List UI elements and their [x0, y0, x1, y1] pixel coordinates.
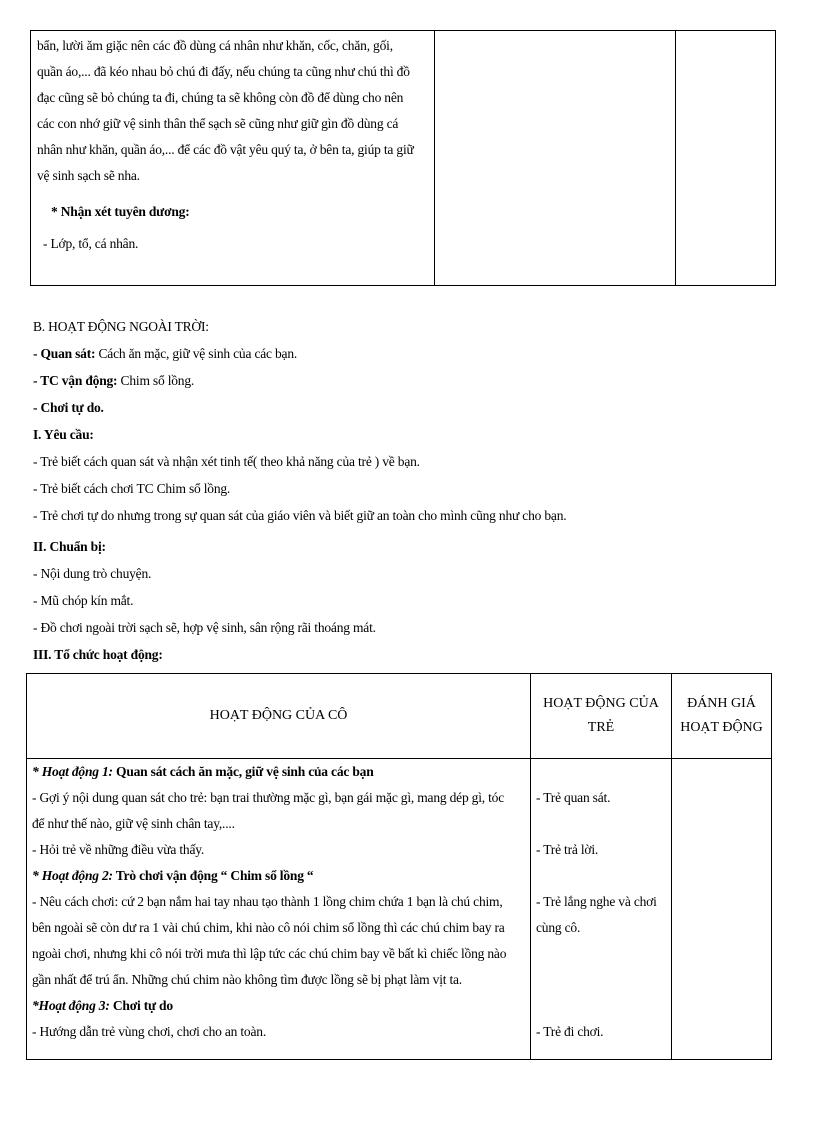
requirement-item: - Trẻ biết cách quan sát và nhận xét tinh tế( theo khả năng của trẻ ) về bạn. [33, 454, 420, 469]
top-table-cell-teacher [31, 31, 435, 286]
top-table-cell-child [435, 31, 676, 286]
activity-line: - Hỏi trẻ về những điều vừa thấy. [32, 842, 205, 857]
activity-line: gần nhất để trú ẩn. Những chú chim nào không tìm được lồng sẽ bị phạt làm vịt ta. [32, 972, 462, 987]
top-activity-table [30, 30, 776, 286]
header-teacher: HOẠT ĐỘNG CỦA CÔ [27, 674, 531, 759]
header-child: HOẠT ĐỘNG CỦA TRẺ [531, 674, 672, 759]
top-line: bẩn, lười ăm giặc nên các đồ dùng cá nhân như khăn, cốc, chăn, gối, [37, 38, 393, 53]
activity-line: bên ngoài sẽ còn dư ra 1 vài chú chim, khi nào cô nói chim sổ lồng thì các chú chim bay ra [32, 920, 505, 935]
child-listen: - Trẻ lắng nghe và chơi [536, 894, 657, 909]
activity-line: - Nêu cách chơi: cứ 2 bạn nắm hai tay nhau tạo thành 1 lồng chim chứa 1 bạn là chú chim, [32, 894, 503, 909]
activity-2-heading: * Hoạt động 2: Trò chơi vận động “ Chim sổ lồng “ [32, 868, 314, 883]
organization-title: III. Tổ chức hoạt động: [33, 647, 163, 662]
child-listen: cùng cô. [536, 920, 581, 935]
praise-line: - Lớp, tổ, cá nhân. [43, 236, 139, 251]
section-b-item: - Chơi tự do. [33, 400, 104, 415]
activity-table [26, 673, 772, 1060]
section-b-item: - Quan sát: Cách ăn mặc, giữ vệ sinh của các bạn. [33, 346, 298, 361]
section-b-title: B. HOẠT ĐỘNG NGOÀI TRỜI: [33, 319, 209, 334]
preparation-item: - Mũ chóp kín mắt. [33, 593, 134, 608]
preparation-item: - Nội dung trò chuyện. [33, 566, 152, 581]
top-line: quần áo,... đã kéo nhau bỏ chú đi đấy, nếu chúng ta cũng như chú thì đồ [37, 64, 410, 79]
requirement-item: - Trẻ biết cách chơi TC Chim sổ lồng. [33, 481, 231, 496]
activity-1-heading: * Hoạt động 1: Quan sát cách ăn mặc, giữ vệ sinh của các bạn [32, 764, 374, 779]
activity-line: - Hướng dẫn trẻ vùng chơi, chơi cho an toàn. [32, 1024, 266, 1039]
top-line: đạc cũng sẽ bỏ chúng ta đi, chúng ta sẽ không còn đồ để dùng cho nên [37, 90, 404, 105]
child-play: - Trẻ đi chơi. [536, 1024, 604, 1039]
header-eval: ĐÁNH GIÁ HOẠT ĐỘNG [672, 674, 772, 759]
teacher-activities-cell [27, 759, 531, 1060]
activity-line: ngoài chơi, nhưng khi cô nói trời mưa thì lập tức các chú chim bay về bất kì chiếc lồng nào [32, 946, 507, 961]
top-line: nhân như khăn, quần áo,... để các đồ vật yêu quý ta, ở bên ta, giúp ta giữ [37, 142, 414, 157]
top-line: các con nhớ giữ vệ sinh thân thể sạch sẽ cũng như giữ gìn đồ dùng cá [37, 116, 399, 131]
child-observe: - Trẻ quan sát. [536, 790, 611, 805]
praise-heading: * Nhận xét tuyên dương: [51, 204, 190, 219]
preparation-title: II. Chuẩn bị: [33, 539, 106, 554]
child-activities-cell [531, 759, 672, 1060]
evaluation-cell [672, 759, 772, 1060]
activity-line: để như thế nào, giữ vệ sinh chân tay,.... [32, 816, 235, 831]
top-line: vệ sinh sạch sẽ nha. [37, 168, 140, 183]
child-answer: - Trẻ trả lời. [536, 842, 599, 857]
requirements-title: I. Yêu cầu: [33, 427, 94, 442]
activity-line: - Gợi ý nội dung quan sát cho trẻ: bạn trai thường mặc gì, bạn gái mặc gì, mang dép gì, tóc [32, 790, 505, 805]
top-table-cell-eval [676, 31, 776, 286]
section-b-item: - TC vận động: Chim sổ lồng. [33, 373, 195, 388]
requirement-item: - Trẻ chơi tự do nhưng trong sự quan sát của giáo viên và biết giữ an toàn cho mình cũng như cho bạn. [33, 508, 567, 523]
preparation-item: - Đồ chơi ngoài trời sạch sẽ, hợp vệ sinh, sân rộng rãi thoáng mát. [33, 620, 376, 635]
activity-3-heading: *Hoạt động 3: Chơi tự do [32, 998, 173, 1013]
